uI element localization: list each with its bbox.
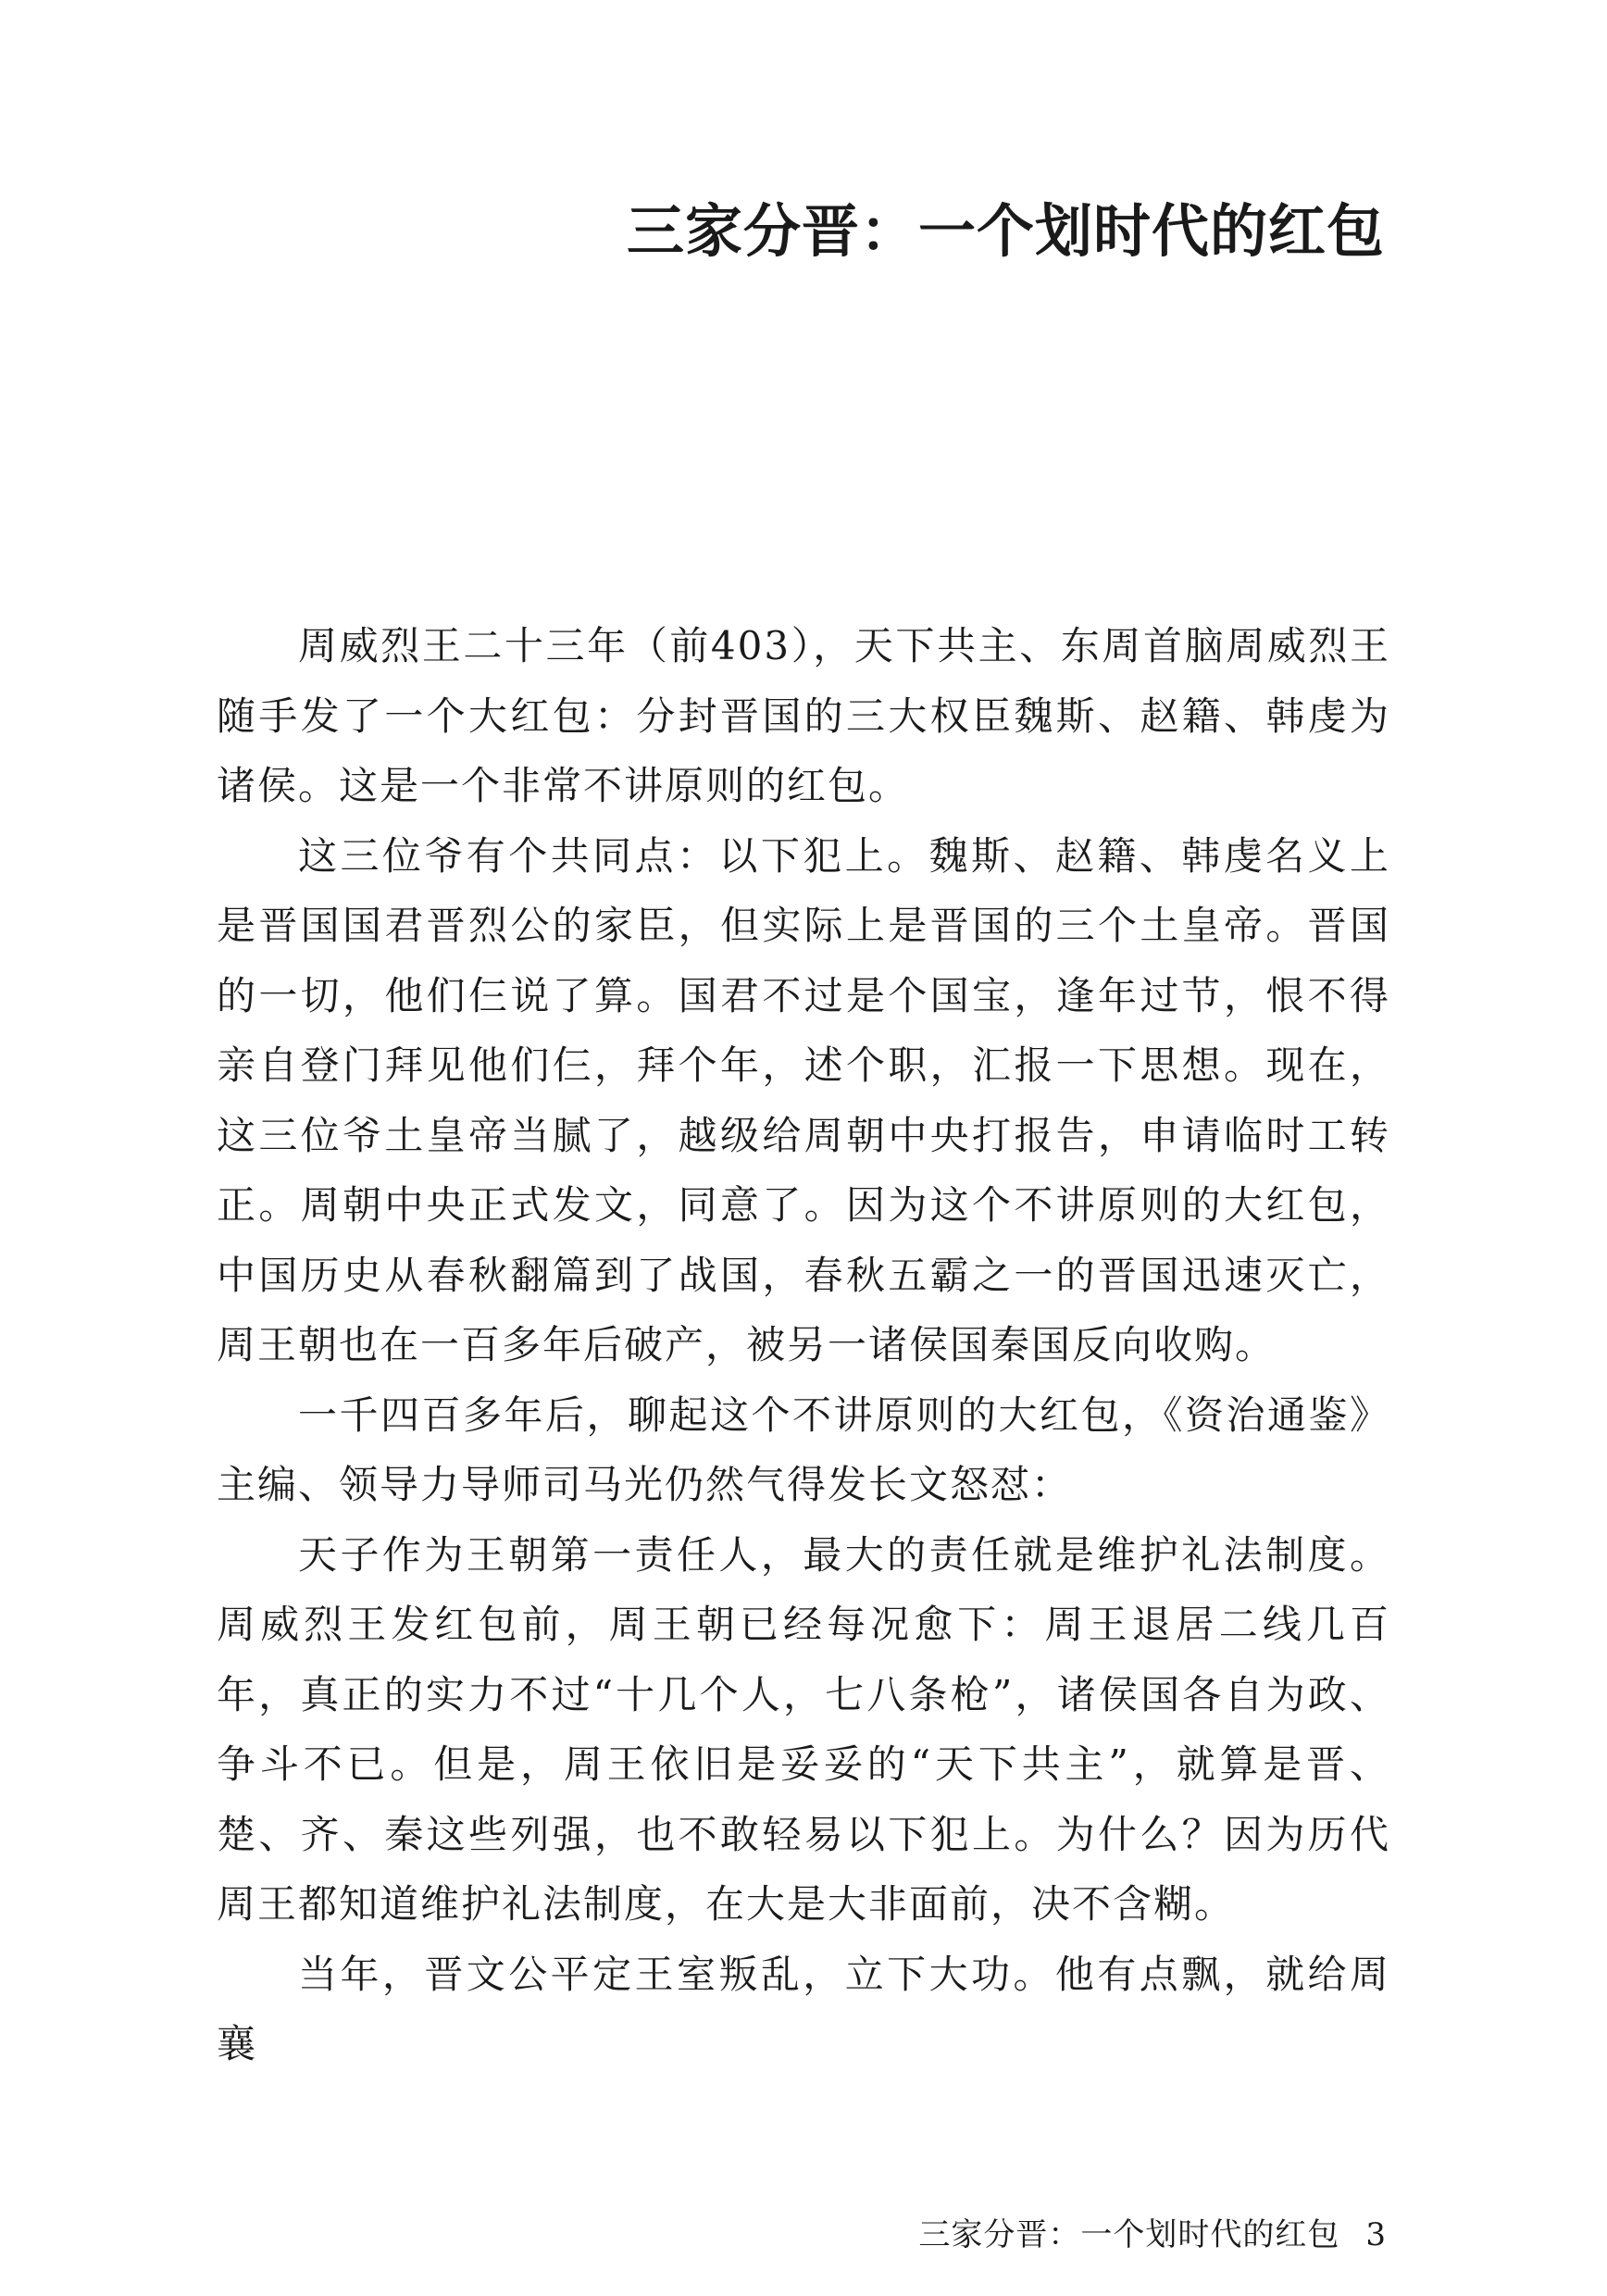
running-footer <box>918 2213 1387 2257</box>
chapter-title: 三家分晋：一个划时代的红包 <box>626 197 1385 265</box>
paragraph-2: 这三位爷有个共同点：以下犯上。魏斯、赵籍、韩虔名义上是晋国国君晋烈公的家臣，但实际上是晋国的三个土皇帝。晋国的一切，他们仨说了算。国君不过是个国宝，逢年过节，恨不得亲自登门拜见他们仨，拜个年，述个职，汇报一下思想。现在，这三位爷土皇帝当腻了，越级给周朝中央打报告，申请临时工转正。周朝中央正式发文，同意了。因为这个不讲原则的大红包，中国历史从春秋翻篇到了战国，春秋五霸之一的晋国迅速灭亡，周王朝也在一百多年后破产，被另一诸侯国秦国反向收购。 <box>217 832 1390 1367</box>
paragraph-1: 周威烈王二十三年（前403），天下共主、东周首脑周威烈王随手发了一个大红包：分封晋国的三大权臣魏斯、赵籍、韩虔为诸侯。这是一个非常不讲原则的红包。 <box>217 623 1390 808</box>
body-text <box>217 611 1390 2079</box>
paragraph-5: 当年，晋文公平定王室叛乱，立下大功。他有点飘，就给周襄 <box>217 1951 1390 2066</box>
running-title: 三家分晋：一个划时代的红包 <box>918 2216 1340 2253</box>
paragraph-3: 一千四百多年后，聊起这个不讲原则的大红包，《资治通鉴》主编、领导力导师司马光仍然气得发长文怒怼： <box>217 1391 1390 1507</box>
paragraph-4: 天子作为王朝第一责任人，最大的责任就是维护礼法制度。周威烈王发红包前，周王朝已经每况愈下：周王退居二线几百年，真正的实力不过“十几个人，七八条枪”，诸侯国各自为政、争斗不已。但是，周王依旧是妥妥的“天下共主”，就算是晋、楚、齐、秦这些列强，也不敢轻易以下犯上。为什么？因为历代周王都知道维护礼法制度，在大是大非面前，决不含糊。 <box>217 1531 1390 1927</box>
page-number: 3 <box>1365 2216 1387 2253</box>
